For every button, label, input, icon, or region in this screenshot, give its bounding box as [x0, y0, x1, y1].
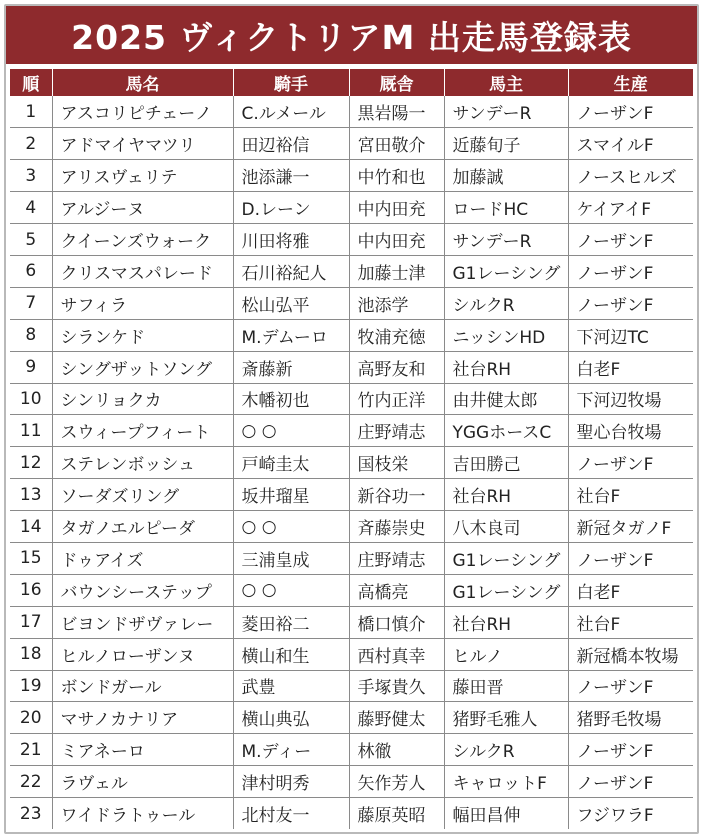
- cell-number: 16: [10, 574, 52, 606]
- cell-horse-name: サフィラ: [52, 287, 233, 319]
- table-row: [10, 574, 693, 606]
- cell-owner: ヒルノ: [444, 638, 568, 670]
- cell-horse-name: ソーダズリング: [52, 479, 233, 511]
- cell-breeder: ノーザンF: [568, 670, 693, 702]
- cell-number: 6: [10, 255, 52, 287]
- cell-owner: 由井健太郎: [444, 383, 568, 415]
- cell-owner: キャロットF: [444, 766, 568, 798]
- cell-number: 12: [10, 447, 52, 479]
- table-row: [10, 224, 693, 256]
- cell-number: 20: [10, 702, 52, 734]
- cell-number: 23: [19, 803, 42, 824]
- cell-number: 1: [10, 96, 52, 128]
- cell-number: 14: [10, 511, 52, 543]
- cell-number: 8: [10, 319, 52, 351]
- cell-breeder: ノーザンF: [568, 542, 693, 574]
- cell-breeder: ノーザンF: [568, 255, 693, 287]
- page-title: 2025 ヴィクトリアM 出走馬登録表: [6, 6, 697, 64]
- table-row: [10, 447, 693, 479]
- cell-jockey: M.ディー: [233, 734, 349, 766]
- cell-breeder: ノーザンF: [568, 734, 693, 766]
- cell-horse-name: アドマイヤマツリ: [52, 128, 233, 160]
- cell-number: 2: [10, 128, 52, 160]
- cell-jockey: 横山和生: [233, 638, 349, 670]
- cell-horse-name: シランケド: [52, 319, 233, 351]
- header-horse-name: 馬名: [52, 69, 233, 96]
- table-row: [10, 287, 693, 319]
- cell-jockey: ○ ○: [233, 415, 349, 447]
- cell-owner: 吉田勝己: [444, 447, 568, 479]
- table-row: [10, 638, 693, 670]
- cell-owner: 社台RH: [444, 606, 568, 638]
- cell-horse-name: アリスヴェリテ: [52, 160, 233, 192]
- cell-owner: 加藤誠: [444, 160, 568, 192]
- cell-breeder: 聖心台牧場: [568, 415, 693, 447]
- cell-jockey: ○ ○: [233, 511, 349, 543]
- table-row: [10, 670, 693, 702]
- table-row: [10, 766, 693, 798]
- cell-jockey: 三浦皇成: [233, 542, 349, 574]
- cell-horse-name: クリスマスパレード: [52, 255, 233, 287]
- table-row: [10, 351, 693, 383]
- cell-breeder: 下河辺牧場: [568, 383, 693, 415]
- cell-stable: 庄野靖志: [349, 542, 444, 574]
- cell-horse-name: マサノカナリア: [52, 702, 233, 734]
- cell-breeder: ノーザンF: [568, 224, 693, 256]
- cell-breeder: 白老F: [568, 351, 693, 383]
- cell-horse-name: タガノエルピーダ: [52, 511, 233, 543]
- cell-stable: 庄野靖志: [349, 415, 444, 447]
- cell-jockey: C.ルメール: [233, 96, 349, 128]
- cell-stable: 竹内正洋: [349, 383, 444, 415]
- header-stable: 厩舎: [349, 69, 444, 96]
- cell-stable: 宮田敬介: [349, 128, 444, 160]
- cell-breeder: 社台F: [568, 606, 693, 638]
- cell-stable: 加藤士津: [349, 255, 444, 287]
- cell-breeder: ノーザンF: [568, 96, 693, 128]
- cell-breeder: ノーザンF: [568, 766, 693, 798]
- cell-number: 3: [10, 160, 52, 192]
- cell-horse-name: ワイドラトゥール: [52, 798, 233, 830]
- cell-jockey: 横山典弘: [233, 702, 349, 734]
- cell-stable: 高橋亮: [349, 574, 444, 606]
- table-row: [10, 511, 693, 543]
- cell-breeder: ケイアイF: [568, 192, 693, 224]
- cell-owner: ニッシンHD: [444, 319, 568, 351]
- cell-owner: G1レーシング: [444, 542, 568, 574]
- cell-stable: 黒岩陽一: [349, 96, 444, 128]
- cell-jockey: 武豊: [233, 670, 349, 702]
- cell-horse-name: ボンドガール: [52, 670, 233, 702]
- cell-owner: 猪野毛雅人: [444, 702, 568, 734]
- header-jockey: 騎手: [233, 69, 349, 96]
- cell-jockey: 斎藤新: [233, 351, 349, 383]
- cell-stable: 新谷功一: [349, 479, 444, 511]
- cell-jockey: 木幡初也: [233, 383, 349, 415]
- cell-jockey: M.デムーロ: [233, 319, 349, 351]
- cell-horse-name: アスコリピチェーノ: [52, 96, 233, 128]
- cell-jockey: 池添謙一: [233, 160, 349, 192]
- cell-horse-name: ドゥアイズ: [52, 542, 233, 574]
- cell-owner: 八木良司: [444, 511, 568, 543]
- cell-number: 4: [10, 192, 52, 224]
- cell-owner: サンデーR: [444, 224, 568, 256]
- cell-number: 7: [10, 287, 52, 319]
- table-row: [10, 96, 693, 128]
- cell-owner: 幅田昌伸: [444, 798, 568, 830]
- cell-jockey: 北村友一: [233, 798, 349, 830]
- cell-stable: 池添学: [349, 287, 444, 319]
- cell-jockey: 菱田裕二: [233, 606, 349, 638]
- cell-stable: 橋口慎介: [349, 606, 444, 638]
- table-row: [10, 415, 693, 447]
- cell-stable: 牧浦充徳: [349, 319, 444, 351]
- cell-jockey: 戸崎圭太: [233, 447, 349, 479]
- table-row: [10, 319, 693, 351]
- cell-owner: 藤田晋: [444, 670, 568, 702]
- table-row: [10, 702, 693, 734]
- header-owner: 馬主: [444, 69, 568, 96]
- cell-breeder: ノーザンF: [568, 447, 693, 479]
- cell-owner: 社台RH: [444, 479, 568, 511]
- table-row: [10, 255, 693, 287]
- cell-horse-name: ラヴェル: [52, 766, 233, 798]
- cell-breeder: 猪野毛牧場: [568, 702, 693, 734]
- cell-number: 11: [10, 415, 52, 447]
- cell-owner: YGGホースC: [444, 415, 568, 447]
- cell-stable: 中内田充: [349, 192, 444, 224]
- cell-stable: 斉藤崇史: [349, 511, 444, 543]
- cell-jockey: 川田将雅: [233, 224, 349, 256]
- cell-number: 5: [10, 224, 52, 256]
- cell-owner: ロードHC: [444, 192, 568, 224]
- cell-horse-name: ステレンボッシュ: [52, 447, 233, 479]
- cell-owner: 近藤旬子: [444, 128, 568, 160]
- cell-horse-name: バウンシーステップ: [52, 574, 233, 606]
- cell-stable: 中竹和也: [349, 160, 444, 192]
- cell-stable: 高野友和: [349, 351, 444, 383]
- cell-breeder: 下河辺TC: [568, 319, 693, 351]
- cell-horse-name: シンリョクカ: [52, 383, 233, 415]
- cell-number: 17: [10, 606, 52, 638]
- header-number: 順: [10, 69, 52, 96]
- cell-jockey: D.レーン: [233, 192, 349, 224]
- cell-stable: 林徹: [349, 734, 444, 766]
- cell-number: 19: [10, 670, 52, 702]
- cell-stable: 藤野健太: [349, 702, 444, 734]
- cell-breeder: 新冠タガノF: [568, 511, 693, 543]
- table-row: [10, 798, 693, 830]
- table-row: [10, 606, 693, 638]
- cell-stable: 手塚貴久: [349, 670, 444, 702]
- table-row: [10, 192, 693, 224]
- table-row: [10, 734, 693, 766]
- cell-owner: シルクR: [444, 287, 568, 319]
- cell-stable: 藤原英昭: [349, 798, 444, 830]
- cell-number: 18: [10, 638, 52, 670]
- cell-breeder: ノーザンF: [568, 287, 693, 319]
- cell-owner: G1レーシング: [444, 574, 568, 606]
- cell-number: 22: [10, 766, 52, 798]
- cell-horse-name: ヒルノローザンヌ: [52, 638, 233, 670]
- cell-stable: 国枝栄: [349, 447, 444, 479]
- cell-breeder: 白老F: [568, 574, 693, 606]
- table-header-row: [10, 69, 693, 96]
- cell-breeder: スマイルF: [568, 128, 693, 160]
- cell-owner: 社台RH: [444, 351, 568, 383]
- cell-breeder: 社台F: [568, 479, 693, 511]
- cell-number: 9: [10, 351, 52, 383]
- cell-number: 10: [10, 383, 52, 415]
- cell-horse-name: ビヨンドザヴァレー: [52, 606, 233, 638]
- table-row: [10, 383, 693, 415]
- cell-stable: 矢作芳人: [349, 766, 444, 798]
- cell-jockey: 田辺裕信: [233, 128, 349, 160]
- cell-horse-name: クイーンズウォーク: [52, 224, 233, 256]
- cell-horse-name: スウィープフィート: [52, 415, 233, 447]
- cell-breeder: フジワラF: [568, 798, 693, 830]
- entry-list-panel: [4, 4, 699, 834]
- cell-horse-name: ミアネーロ: [52, 734, 233, 766]
- cell-number: 13: [10, 479, 52, 511]
- cell-jockey: 石川裕紀人: [233, 255, 349, 287]
- cell-jockey: 坂井瑠星: [233, 479, 349, 511]
- cell-owner: G1レーシング: [444, 255, 568, 287]
- cell-jockey: 津村明秀: [233, 766, 349, 798]
- cell-stable: 中内田充: [349, 224, 444, 256]
- cell-breeder: ノースヒルズ: [568, 160, 693, 192]
- cell-owner: シルクR: [444, 734, 568, 766]
- table-row: [10, 542, 693, 574]
- table-row: [10, 479, 693, 511]
- cell-jockey: ○ ○: [233, 574, 349, 606]
- table-row: [10, 160, 693, 192]
- cell-owner: サンデーR: [444, 96, 568, 128]
- cell-horse-name: アルジーヌ: [52, 192, 233, 224]
- table-row: [10, 128, 693, 160]
- cell-breeder: 新冠橋本牧場: [568, 638, 693, 670]
- cell-horse-name: シングザットソング: [52, 351, 233, 383]
- cell-number: 15: [10, 542, 52, 574]
- header-breeder: 生産: [568, 69, 693, 96]
- cell-stable: 西村真幸: [349, 638, 444, 670]
- cell-number: 21: [10, 734, 52, 766]
- entry-table: [10, 69, 693, 829]
- cell-jockey: 松山弘平: [233, 287, 349, 319]
